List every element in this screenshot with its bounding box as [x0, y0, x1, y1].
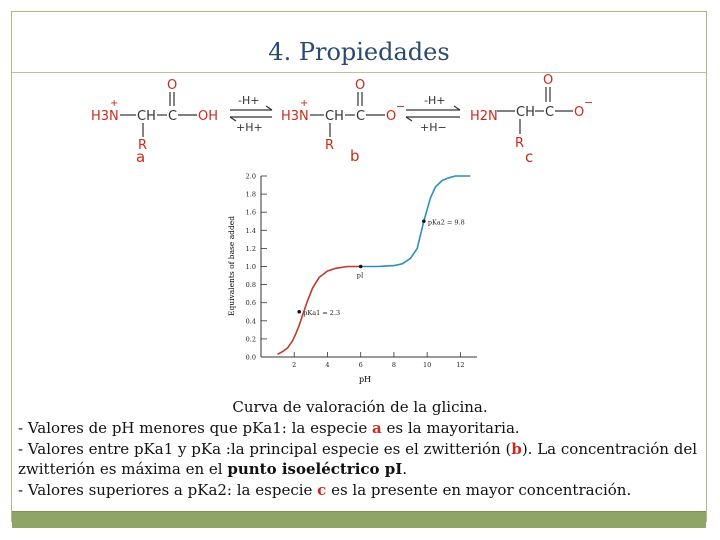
letter-a: a: [372, 419, 382, 437]
chart-annotation-point: [422, 219, 426, 223]
arrow2-top-label: -H+: [424, 94, 446, 107]
species-a-c: C: [168, 109, 178, 124]
chart-x-tick-label: 6: [358, 361, 363, 369]
species-b-letter: b: [350, 147, 360, 165]
species-b-amine: H3N: [281, 109, 309, 124]
chart-annotation-point: [359, 265, 363, 269]
letter-b: b: [511, 439, 522, 458]
species-b-plus: +: [300, 98, 309, 109]
species-c-o-top: O: [543, 73, 554, 88]
chart-y-tick-label: 1.8: [245, 190, 256, 199]
species-c-minus: −: [584, 96, 594, 109]
chart-x-tick-label: 8: [391, 361, 396, 369]
chart-annotation-label: pKa1 = 2.3: [303, 308, 341, 317]
bullet-mid-ph: - Valores entre pKa1 y pKa :la principal especie es el zwitterión (b). La concentración del zwitterión es máxima en el punto isoeléctrico pI.: [18, 439, 697, 478]
arrow2-bottom-label: +H−: [420, 121, 447, 134]
chart-y-tick-label: 1.6: [245, 208, 256, 217]
chart-y-tick-label: 2.0: [245, 172, 256, 181]
bullet-high-ph: - Valores superiores a pKa2: la especie c es la presente en mayor concentración.: [18, 480, 632, 499]
species-b-c: C: [356, 109, 366, 124]
chart-y-tick-label: 0.2: [245, 335, 256, 344]
footer-bar: [12, 511, 706, 528]
species-a-amine: H3N: [91, 109, 119, 124]
chart-y-tick-label: 0.8: [245, 281, 256, 290]
explanation-text: [18, 418, 708, 500]
species-b-ch: CH: [325, 109, 344, 124]
reaction-scheme: [0, 0, 720, 170]
species-a-plus: +: [110, 98, 119, 109]
chart-y-tick-label: 0.6: [245, 299, 256, 308]
species-c-r: R: [515, 136, 525, 151]
chart-y-tick-label: 0.4: [245, 317, 256, 326]
chart-y-label: Equivalents of base added: [227, 215, 236, 317]
chart-x-tick-label: 4: [325, 361, 330, 369]
chart-annotation-label: pI: [356, 271, 364, 280]
species-b-minus: −: [396, 100, 406, 113]
slide-title: 4. Propiedades: [268, 38, 450, 66]
chart-annotation-point: [297, 310, 301, 314]
species-c-ch: CH: [516, 105, 535, 120]
species-b-o-top: O: [355, 78, 366, 93]
species-a-o-top: O: [167, 78, 178, 93]
chart-x-label: pH: [358, 375, 372, 384]
species-a-r: R: [138, 138, 148, 153]
species-a-ch: CH: [137, 109, 156, 124]
chart-annotation-label: pKa2 = 9.8: [427, 218, 465, 227]
species-b-r: R: [325, 138, 335, 153]
species-c-letter: c: [525, 148, 534, 166]
chart-caption: Curva de valoración de la glicina.: [232, 398, 488, 416]
chart-x-tick-label: 2: [292, 361, 297, 369]
chart-y-tick-label: 1.2: [245, 244, 256, 253]
species-b-o-minus: O: [386, 109, 397, 124]
chart-y-tick-label: 1.0: [245, 263, 256, 271]
chart-x-tick-label: 12: [456, 361, 465, 369]
arrow1-bottom-label: +H+: [236, 121, 263, 134]
chart-x-tick-label: 10: [423, 361, 432, 369]
species-a-oh: OH: [198, 109, 219, 124]
titration-chart: [224, 166, 494, 392]
chart-y-tick-label: 1.4: [245, 226, 256, 235]
species-c-amine: H2N: [470, 109, 498, 124]
species-c-o-minus: O: [574, 105, 585, 120]
species-c-c: C: [545, 105, 555, 120]
letter-c: c: [317, 480, 327, 499]
chart-y-tick-label: 0.0: [245, 353, 256, 362]
bullet-low-ph: - Valores de pH menores que pKa1: la especie a es la mayoritaria.: [18, 419, 520, 437]
species-a-letter: a: [136, 148, 146, 166]
arrow1-top-label: -H+: [238, 94, 260, 107]
isoelectric-point: punto isoeléctrico pI: [227, 460, 403, 478]
